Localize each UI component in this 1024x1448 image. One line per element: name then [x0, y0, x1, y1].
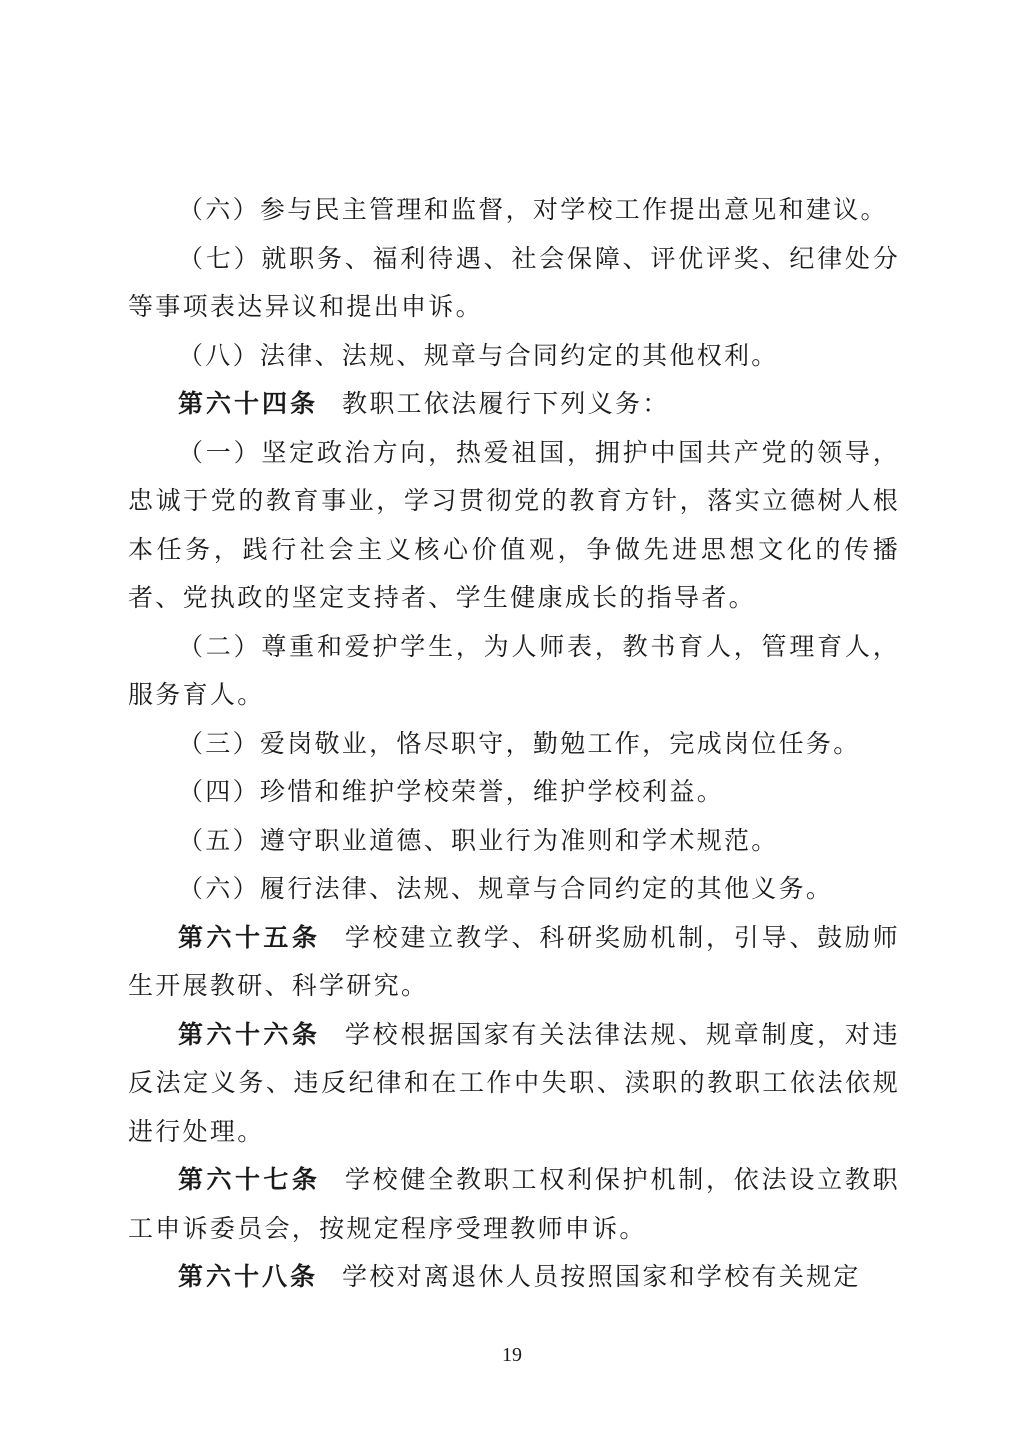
- article-64: [128, 380, 900, 429]
- paragraph-text: （五）遵守职业道德、职业行为准则和学术规范。: [178, 825, 779, 855]
- paragraph-text: （四）珍惜和维护学校荣誉，维护学校利益。: [178, 777, 725, 806]
- paragraph-text: （三）爱岗敬业，恪尽职守，勤勉工作，完成岗位任务。: [178, 728, 861, 758]
- article-66: [128, 1011, 900, 1157]
- list-item: [128, 865, 900, 914]
- paragraph-text: （六）参与民主管理和监督，对学校工作提出意见和建议。: [178, 195, 888, 224]
- paragraph-text: 学校根据国家有关法律法规、规章制度，对违反法定义务、违反纪律和在工作中失职、渎职的教职工依法依规进行处理。: [128, 1019, 900, 1146]
- article-label: 第六十五条: [178, 922, 321, 952]
- article-67: [128, 1156, 900, 1253]
- paragraph-text: （一）坚定政治方向，热爱祖国，拥护中国共产党的领导，忠诚于党的教育事业，学习贯彻党的教育方针，落实立德树人根本任务，践行社会主义核心价值观，争做先进思想文化的传播者、党执政的坚定支持者、学生健康成长的指导者。: [128, 437, 900, 612]
- page-number: 19: [502, 1344, 522, 1366]
- article-label: 第六十八条: [178, 1262, 319, 1291]
- article-65: [128, 914, 900, 1011]
- article-68: [128, 1253, 900, 1302]
- list-item: [128, 720, 900, 769]
- paragraph-text: （八）法律、法规、规章与合同约定的其他权利。: [178, 340, 779, 370]
- article-label: 第六十七条: [178, 1165, 321, 1194]
- paragraph-text: 学校对离退休人员按照国家和学校有关规定: [342, 1262, 861, 1291]
- paragraph-text: 学校健全教职工权利保护机制，依法设立教职工申诉委员会，按规定程序受理教师申诉。: [128, 1165, 900, 1243]
- list-item: [128, 429, 900, 623]
- paragraph-text: 学校建立教学、科研奖励机制，引导、鼓励师生开展教研、科学研究。: [128, 922, 900, 1000]
- list-item: [128, 817, 900, 866]
- body-text: [128, 186, 900, 1302]
- list-item: [128, 768, 900, 817]
- paragraph-text: 教职工依法履行下列义务：: [342, 389, 670, 418]
- paragraph-text: （六）履行法律、法规、规章与合同约定的其他义务。: [178, 874, 834, 903]
- paragraph-text: （七）就职务、福利待遇、社会保障、评优评奖、纪律处分等事项表达异议和提出申诉。: [128, 243, 900, 321]
- list-item: [128, 332, 900, 381]
- list-item: [128, 235, 900, 332]
- list-item: [128, 623, 900, 720]
- list-item: [128, 186, 900, 235]
- article-label: 第六十四条: [178, 389, 319, 418]
- paragraph-text: （二）尊重和爱护学生，为人师表，教书育人，管理育人，服务育人。: [128, 631, 900, 709]
- article-label: 第六十六条: [178, 1019, 321, 1049]
